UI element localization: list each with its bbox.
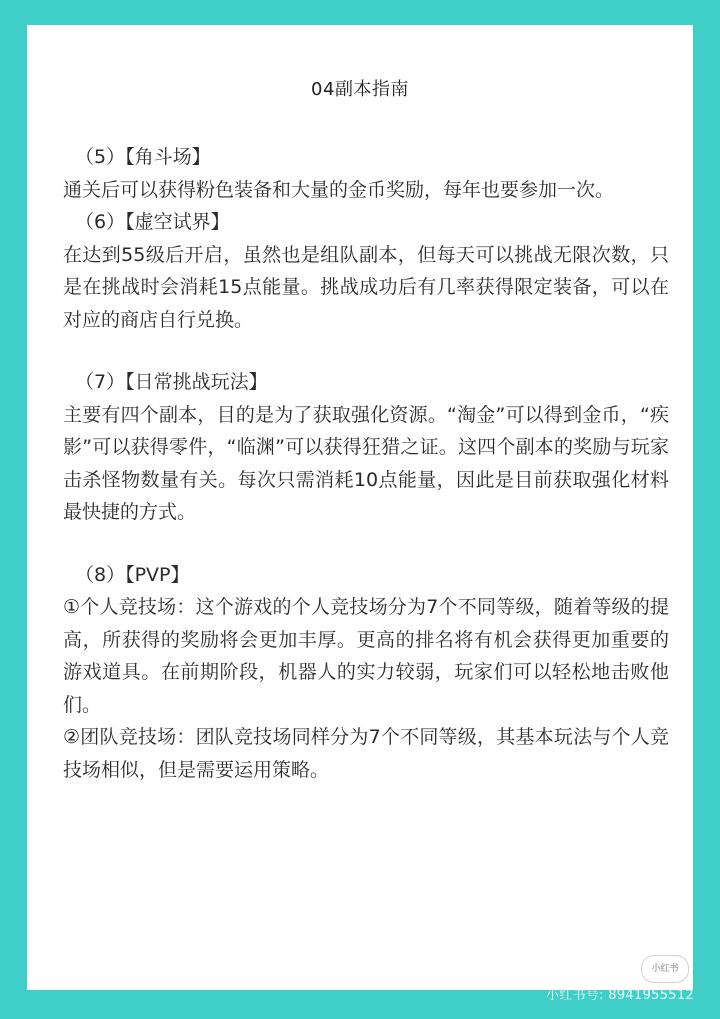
section-gap <box>63 529 669 559</box>
section-gap <box>63 336 669 366</box>
xiaohongshu-logo-watermark: 小红书 <box>641 955 689 983</box>
section-text-void-trial: 在达到55级后开启，虽然也是组队副本，但每天可以挑战无限次数，只是在挑战时会消耗15点能量。挑战成功后有几率获得限定装备，可以在对应的商店自行兑换。 <box>63 243 669 331</box>
section-text-arena: 通关后可以获得粉色装备和大量的金币奖励，每年也要参加一次。 <box>63 178 615 201</box>
document-card <box>27 25 693 990</box>
page-title: 04副本指南 <box>311 79 409 100</box>
section-heading-daily-challenge: （7）【日常挑战玩法】 <box>75 371 268 393</box>
section-text-daily-challenge: 主要有四个副本，目的是为了获取强化资源。“淘金”可以得到金币，“疾影”可以获得零件，“临渊”可以获得狂猎之证。这四个副本的奖励与玩家击杀怪物数量有关。每次只需消耗10点能量，因此是目前获取强化材料最快捷的方式。 <box>63 403 669 523</box>
section-text-pvp-team: ②团队竞技场：团队竞技场同样分为7个不同等级，其基本玩法与个人竞技场相似，但是需要运用策略。 <box>63 726 669 781</box>
document-body <box>63 141 669 786</box>
section-text-pvp-individual: ①个人竞技场：这个游戏的个人竞技场分为7个不同等级，随着等级的提高，所获得的奖励将会更加丰厚。更高的排名将有机会获得更加重要的游戏道具。在前期阶段，机器人的实力较弱，玩家们可以轻松地击败他们。 <box>63 596 669 716</box>
section-heading-pvp: （8）【PVP】 <box>75 563 190 586</box>
xiaohongshu-id-watermark: 小红书号: 8941955512 <box>545 988 694 1003</box>
section-heading-void-trial: （6）【虚空试界】 <box>75 211 230 233</box>
section-heading-arena: （5）【角斗场】 <box>75 146 211 168</box>
